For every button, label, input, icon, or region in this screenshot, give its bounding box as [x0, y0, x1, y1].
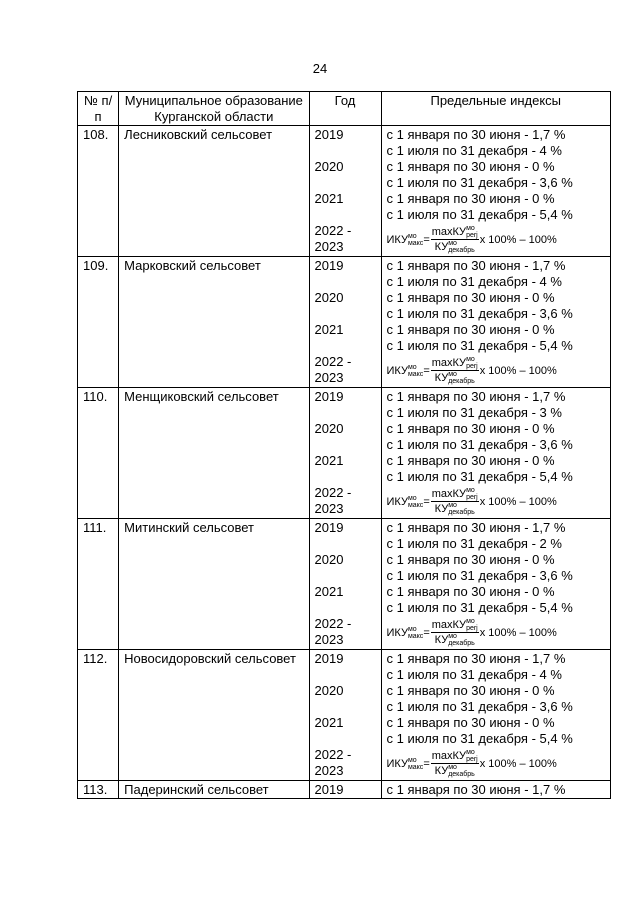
year: 2019 [314, 782, 344, 797]
formula-equals: = [423, 626, 430, 639]
year: 2020 [314, 290, 344, 305]
index-period: с 1 июля по 31 декабря - 4 % [386, 143, 562, 158]
year: 2021 [314, 715, 344, 730]
index-period: с 1 июля по 31 декабря - 3,6 % [386, 306, 573, 321]
index-period: с 1 июля по 31 декабря - 5,4 % [386, 469, 573, 484]
index-period: с 1 января по 30 июня - 0 % [386, 290, 555, 305]
index-formula [387, 747, 605, 780]
municipality-name: Митинский сельсовет [119, 519, 309, 650]
index-period: с 1 июля по 31 декабря - 3 % [386, 405, 562, 420]
index-period: с 1 января по 30 июня - 0 % [386, 683, 555, 698]
row-number: 111. [78, 519, 119, 650]
municipality-name: Новосидоровский сельсовет [119, 650, 309, 781]
header-indices: Предельные индексы [381, 92, 610, 126]
row-number: 109. [78, 257, 119, 388]
index-period: с 1 января по 30 июня - 1,7 % [386, 127, 566, 142]
municipality-name: Марковский сельсовет [119, 257, 309, 388]
year: 2022 - 2023 [314, 223, 352, 254]
year: 2019 [314, 651, 344, 666]
index-period: с 1 июля по 31 декабря - 5,4 % [386, 731, 573, 746]
year-cell [309, 519, 381, 650]
indices-cell [381, 650, 610, 781]
formula-fraction: maxКУ мо perj КУ мо декабрь [431, 618, 478, 647]
municipality-name: Менщиковский сельсовет [119, 388, 309, 519]
row-number: 113. [78, 781, 119, 799]
table-row [78, 781, 611, 799]
table-row [78, 257, 611, 388]
year: 2020 [314, 421, 344, 436]
index-period: с 1 июля по 31 декабря - 3,6 % [386, 437, 573, 452]
index-period: с 1 января по 30 июня - 0 % [386, 552, 555, 567]
year-cell [309, 257, 381, 388]
formula-equals: = [423, 757, 430, 770]
index-period: с 1 января по 30 июня - 1,7 % [386, 651, 566, 666]
year: 2022 - 2023 [314, 747, 352, 778]
index-formula [387, 223, 605, 256]
index-period: с 1 января по 30 июня - 1,7 % [386, 258, 566, 273]
indices-cell [381, 388, 610, 519]
limit-indices-table [77, 91, 611, 799]
index-period: с 1 января по 30 июня - 0 % [386, 159, 555, 174]
formula-fraction: maxКУ мо perj КУ мо декабрь [431, 356, 478, 385]
year: 2020 [314, 552, 344, 567]
year: 2019 [314, 520, 344, 535]
year: 2022 - 2023 [314, 616, 352, 647]
year-cell [309, 388, 381, 519]
index-period: с 1 января по 30 июня - 0 % [386, 191, 555, 206]
year: 2019 [314, 389, 344, 404]
index-period: с 1 января по 30 июня - 0 % [386, 453, 555, 468]
row-number: 112. [78, 650, 119, 781]
year: 2021 [314, 322, 344, 337]
index-period: с 1 июля по 31 декабря - 4 % [386, 667, 562, 682]
header-municipality: Муниципальное образование Курганской области [119, 92, 309, 126]
index-period: с 1 июля по 31 декабря - 5,4 % [386, 600, 573, 615]
year: 2020 [314, 159, 344, 174]
formula-fraction: maxКУ мо perj КУ мо декабрь [431, 225, 478, 254]
year: 2021 [314, 453, 344, 468]
indices-cell [381, 257, 610, 388]
municipality-name: Падеринский сельсовет [119, 781, 309, 799]
year: 2021 [314, 584, 344, 599]
formula-tail: x 100% – 100% [479, 626, 557, 639]
year: 2022 - 2023 [314, 485, 352, 516]
formula-lhs: ИКУ мо макс [386, 494, 424, 509]
index-period: с 1 июля по 31 декабря - 3,6 % [386, 699, 573, 714]
table-row [78, 126, 611, 257]
year-cell [309, 650, 381, 781]
formula-equals: = [423, 364, 430, 377]
index-formula [387, 354, 605, 387]
indices-cell [381, 781, 610, 799]
index-period: с 1 июля по 31 декабря - 3,6 % [386, 175, 573, 190]
index-period: с 1 января по 30 июня - 0 % [386, 715, 555, 730]
formula-tail: x 100% – 100% [479, 495, 557, 508]
index-period: с 1 января по 30 июня - 1,7 % [386, 782, 566, 797]
index-formula [387, 616, 605, 649]
year: 2019 [314, 258, 344, 273]
formula-tail: x 100% – 100% [479, 364, 557, 377]
formula-fraction: maxКУ мо perj КУ мо декабрь [431, 487, 478, 516]
index-period: с 1 января по 30 июня - 0 % [386, 322, 555, 337]
row-number: 110. [78, 388, 119, 519]
formula-equals: = [423, 495, 430, 508]
formula-lhs: ИКУ мо макс [386, 232, 424, 247]
formula-tail: x 100% – 100% [479, 757, 557, 770]
year: 2019 [314, 127, 344, 142]
header-number: № п/п [78, 92, 119, 126]
header-year: Год [309, 92, 381, 126]
indices-cell [381, 126, 610, 257]
formula-fraction: maxКУ мо perj КУ мо декабрь [431, 749, 478, 778]
index-period: с 1 июля по 31 декабря - 3,6 % [386, 568, 573, 583]
page-number: 24 [312, 61, 328, 76]
index-formula [387, 485, 605, 518]
table-header-row [78, 92, 611, 126]
index-period: с 1 января по 30 июня - 0 % [386, 584, 555, 599]
formula-lhs: ИКУ мо макс [386, 756, 424, 771]
row-number: 108. [78, 126, 119, 257]
index-period: с 1 июля по 31 декабря - 5,4 % [386, 207, 573, 222]
formula-equals: = [423, 233, 430, 246]
index-period: с 1 июля по 31 декабря - 2 % [386, 536, 562, 551]
index-period: с 1 января по 30 июня - 1,7 % [386, 520, 566, 535]
table-row [78, 519, 611, 650]
year-cell [309, 781, 381, 799]
municipality-name: Лесниковский сельсовет [119, 126, 309, 257]
table-row [78, 388, 611, 519]
formula-lhs: ИКУ мо макс [386, 625, 424, 640]
index-period: с 1 января по 30 июня - 0 % [386, 421, 555, 436]
year-cell [309, 126, 381, 257]
index-period: с 1 июля по 31 декабря - 5,4 % [386, 338, 573, 353]
year: 2021 [314, 191, 344, 206]
table-row [78, 650, 611, 781]
formula-tail: x 100% – 100% [479, 233, 557, 246]
year: 2020 [314, 683, 344, 698]
index-period: с 1 января по 30 июня - 1,7 % [386, 389, 566, 404]
formula-lhs: ИКУ мо макс [386, 363, 424, 378]
year: 2022 - 2023 [314, 354, 352, 385]
index-period: с 1 июля по 31 декабря - 4 % [386, 274, 562, 289]
indices-cell [381, 519, 610, 650]
